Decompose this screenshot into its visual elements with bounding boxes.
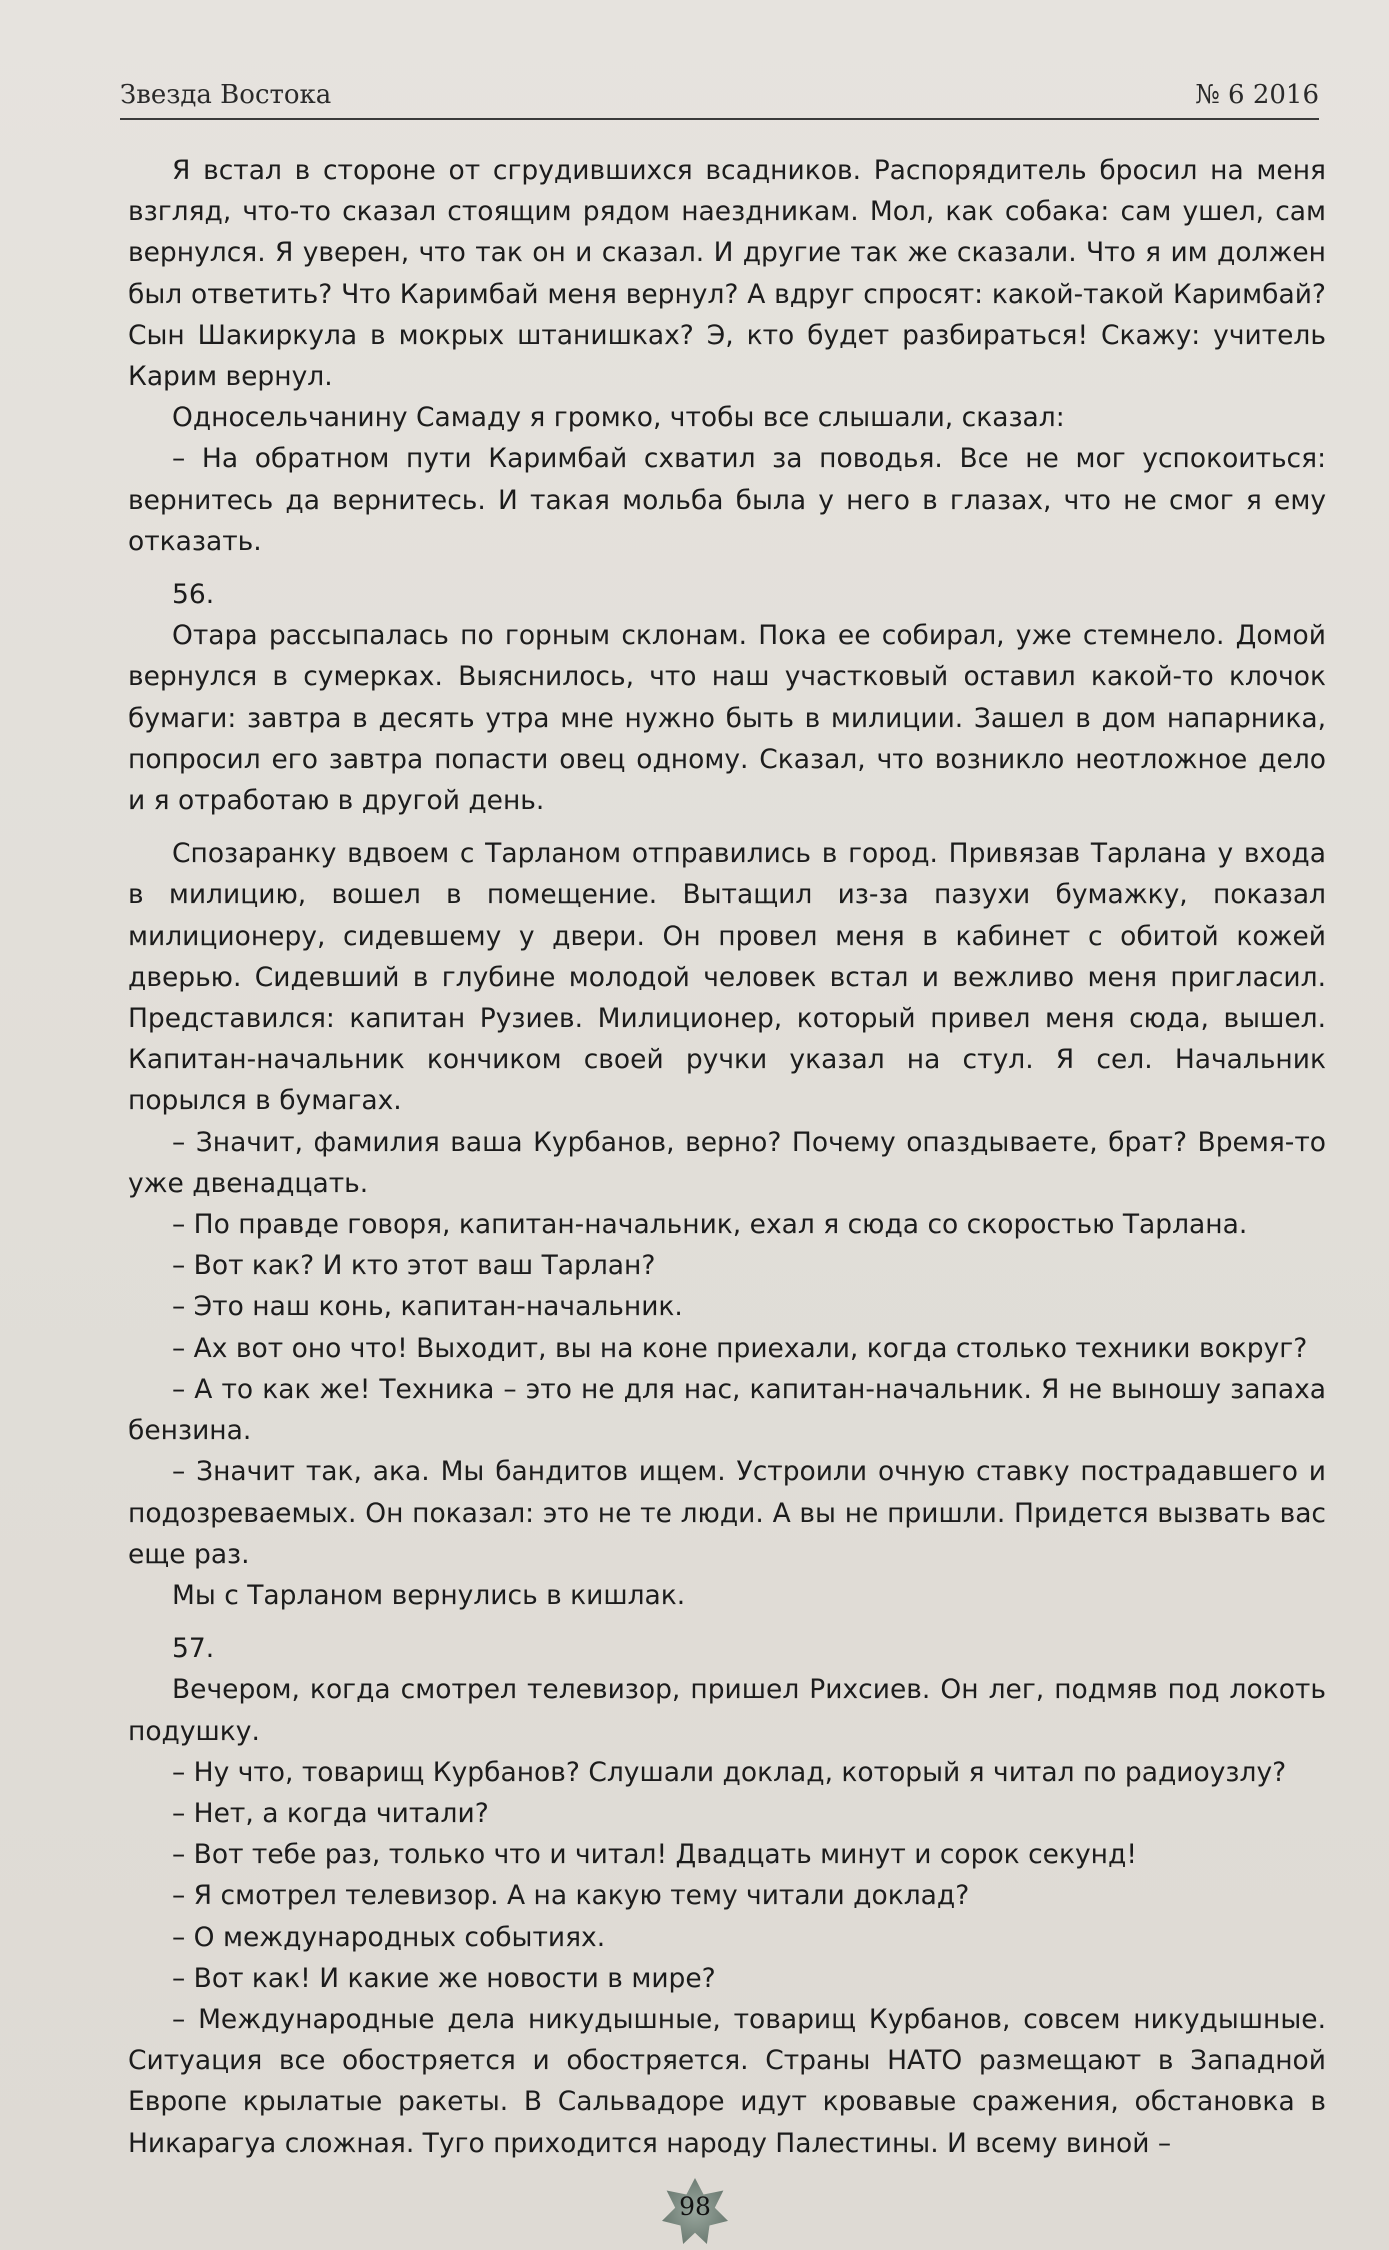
paragraph: – Вот как? И кто этот ваш Тарлан? xyxy=(172,1250,656,1282)
paragraph: – Значит, фамилия ваша Курбанов, верно? Почему опаздываете, брат? Время-то уже двенадцать. xyxy=(128,1126,1326,1199)
paragraph: Я встал в стороне от сгрудившихся всадников. Распорядитель бросил на меня взгляд, что-то сказал стоящим рядом наездникам. Мол, как собака: сам ушел, сам вернулся. Я уверен, что так он и сказал. И другие так же сказали. Что я им должен был ответить? Что Каримбай меня вернул? А вдруг спросят: какой-такой Каримбай? Сын Шакиркула в мокрых штанишках? Э, кто будет разбираться! Скажу: учитель Карим вернул. xyxy=(128,155,1326,393)
page-number-badge xyxy=(662,2178,728,2244)
header-rule xyxy=(120,118,1319,120)
paragraph: Спозаранку вдвоем с Тарланом отправились в город. Привязав Тарлана у входа в милицию, вошел в помещение. Вытащил из-за пазухи бумажку, показал милиционеру, сидевшему у двери. Он провел меня в кабинет с обитой кожей дверью. Сидевший в глубине молодой человек встал и вежливо меня пригласил. Представился: капитан Рузиев. Милиционер, который привел меня сюда, вышел. Капитан-начальник кончиком своей ручки указал на стул. Я сел. Начальник порылся в бумагах. xyxy=(128,838,1326,1117)
section-number: 57. xyxy=(172,1633,215,1665)
paragraph: – На обратном пути Каримбай схватил за поводья. Все не мог успокоиться: вернитесь да вернитесь. И такая мольба была у него в глазах, что не смог я ему отказать. xyxy=(128,443,1326,557)
paragraph: – Это наш конь, капитан-начальник. xyxy=(172,1291,683,1323)
body-text xyxy=(128,150,1326,2164)
paragraph: – А то как же! Техника – это не для нас, капитан-начальник. Я не выношу запаха бензина. xyxy=(128,1373,1326,1447)
paragraph: – Вот тебе раз, только что и читал! Двадцать минут и сорок секунд! xyxy=(172,1839,1137,1871)
paragraph: – Вот как! И какие же новости в мире? xyxy=(172,1962,716,1994)
paragraph: Вечером, когда смотрел телевизор, пришел Рихсиев. Он лег, подмяв под локоть подушку. xyxy=(128,1674,1326,1747)
paragraph: Односельчанину Самаду я громко, чтобы все слышали, сказал: xyxy=(172,402,1065,434)
paragraph: – Значит так, ака. Мы бандитов ищем. Устроили очную ставку пострадавшего и подозреваемых. Он показал: это не те люди. А вы не пришли. Придется вызвать вас еще раз. xyxy=(128,1456,1326,1570)
paragraph: – Нет, а когда читали? xyxy=(172,1797,489,1829)
paragraph: – Я смотрел телевизор. А на какую тему читали доклад? xyxy=(172,1880,970,1912)
paragraph: Отара рассыпалась по горным склонам. Пока ее собирал, уже стемнело. Домой вернулся в сумерках. Выяснилось, что наш участковый оставил какой-то клочок бумаги: завтра в десять утра мне нужно быть в милиции. Зашел в дом напарника, попросил его завтра попасти овец одному. Сказал, что возникло неотложное дело и я отработаю в другой день. xyxy=(128,620,1326,817)
journal-title: Звезда Востока xyxy=(120,80,332,110)
section-number: 56. xyxy=(172,579,215,611)
paragraph: Мы с Тарланом вернулись в кишлак. xyxy=(172,1579,686,1611)
paragraph: – По правде говоря, капитан-начальник, ехал я сюда со скоростью Тарлана. xyxy=(172,1209,1248,1241)
issue-number: № 6 2016 xyxy=(1195,80,1319,110)
running-head xyxy=(120,78,1319,118)
paragraph: – О международных событиях. xyxy=(172,1921,606,1953)
paragraph: – Международные дела никудышные, товарищ Курбанов, совсем никудышные. Ситуация все обостряется и обостряется. Страны НАТО размещают в Западной Европе крылатые ракеты. В Сальвадоре идут кровавые сражения, обстановка в Никарагуа сложная. Туго приходится народу Палестины. И всему виной – xyxy=(128,2003,1326,2159)
page-number: 98 xyxy=(679,2192,711,2221)
paragraph: – Ах вот оно что! Выходит, вы на коне приехали, когда столько техники вокруг? xyxy=(172,1332,1308,1364)
paragraph: – Ну что, товарищ Курбанов? Слушали доклад, который я читал по радиоузлу? xyxy=(172,1756,1287,1788)
